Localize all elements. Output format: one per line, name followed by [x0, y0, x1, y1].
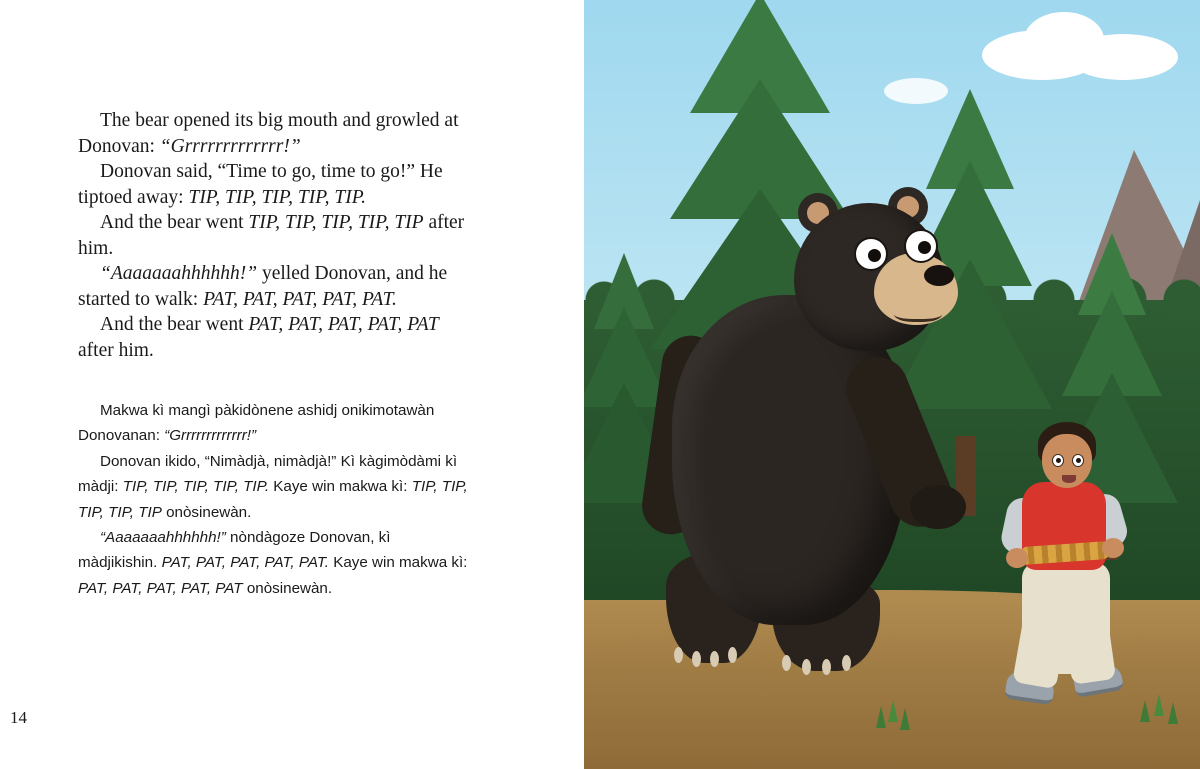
- english-text-block: [78, 108, 478, 363]
- body-text: yelled Donovan, and he started to walk:: [78, 263, 448, 310]
- emphasis-text: PAT, PAT, PAT, PAT, PAT: [78, 579, 243, 597]
- body-text: Kaye win makwa kì:: [269, 478, 412, 496]
- emphasis-text: TIP, TIP, TIP, TIP, TIP: [78, 478, 468, 521]
- cloud-icon: [1068, 34, 1178, 80]
- boy-pants: [1022, 562, 1110, 674]
- grass-tuft: [900, 708, 910, 730]
- emphasis-text: PAT, PAT, PAT, PAT, PAT: [248, 314, 439, 335]
- body-text: The bear opened its big mouth and growled at Donovan:: [78, 110, 459, 157]
- forest-scene-illustration: [584, 0, 1200, 769]
- emphasis-text: TIP, TIP, TIP, TIP, TIP.: [122, 478, 270, 496]
- emphasis-text: “Aaaaaaahhhhhh!”: [100, 263, 258, 284]
- body-text: onòsinewàn.: [161, 503, 252, 521]
- right-illustration-page: [584, 0, 1200, 769]
- boy-eye: [1072, 454, 1084, 467]
- body-text: Donovan said, “Time to go, time to go!” He tiptoed away:: [78, 161, 443, 208]
- emphasis-text: TIP, TIP, TIP, TIP, TIP: [248, 212, 424, 233]
- body-text: nòndàgoze Donovan, kì màdjikishin.: [78, 529, 391, 572]
- body-text: And the bear went: [100, 212, 249, 233]
- english-paragraph: [78, 108, 478, 159]
- boy-eye: [1052, 454, 1064, 467]
- english-paragraph: [78, 261, 478, 312]
- body-text: Kaye win makwa kì:: [328, 554, 468, 572]
- body-text: after him.: [78, 339, 154, 361]
- emphasis-text: PAT, PAT, PAT, PAT, PAT.: [203, 288, 397, 310]
- body-text: And the bear went: [100, 314, 249, 335]
- english-paragraph: [78, 312, 478, 363]
- page-number: 14: [10, 708, 27, 727]
- emphasis-text: TIP, TIP, TIP, TIP, TIP.: [188, 186, 367, 208]
- bear-nose: [924, 265, 954, 286]
- emphasis-text: “Grrrrrrrrrrrrr!”: [159, 135, 301, 157]
- body-text: Donovan ikido, “Nimàdjà, nimàdjà!” Kì kàgimòdàmi kì màdji:: [78, 452, 458, 496]
- bear-paw: [910, 485, 966, 529]
- grass-tuft: [876, 706, 886, 728]
- grass-tuft: [888, 700, 898, 722]
- body-text: Makwa kì mangì pàkidònene ashidj onikimotawàn Donovanan:: [78, 402, 435, 445]
- algonquin-paragraph: [78, 398, 468, 449]
- algonquin-paragraph: [78, 525, 468, 601]
- body-text: onòsinewàn.: [242, 579, 333, 597]
- emphasis-text: PAT, PAT, PAT, PAT, PAT.: [161, 554, 329, 572]
- boy-mouth: [1062, 475, 1076, 483]
- boy-hand: [1102, 538, 1124, 558]
- emphasis-text: “Grrrrrrrrrrrrr!”: [164, 427, 257, 445]
- algonquin-text-block: [78, 398, 468, 601]
- body-text: after him.: [78, 212, 465, 259]
- emphasis-text: “Aaaaaaahhhhhh!”: [100, 529, 226, 547]
- boy-hand: [1006, 548, 1028, 568]
- english-paragraph: [78, 210, 478, 261]
- boy-character: [982, 420, 1162, 720]
- algonquin-paragraph: [78, 449, 468, 525]
- bear-eye: [904, 229, 938, 263]
- bear-character: [642, 185, 972, 685]
- english-paragraph: [78, 159, 478, 210]
- bear-eye: [854, 237, 888, 271]
- grass-tuft: [1168, 702, 1178, 724]
- left-text-page: [0, 0, 584, 769]
- bear-mouth: [894, 303, 942, 322]
